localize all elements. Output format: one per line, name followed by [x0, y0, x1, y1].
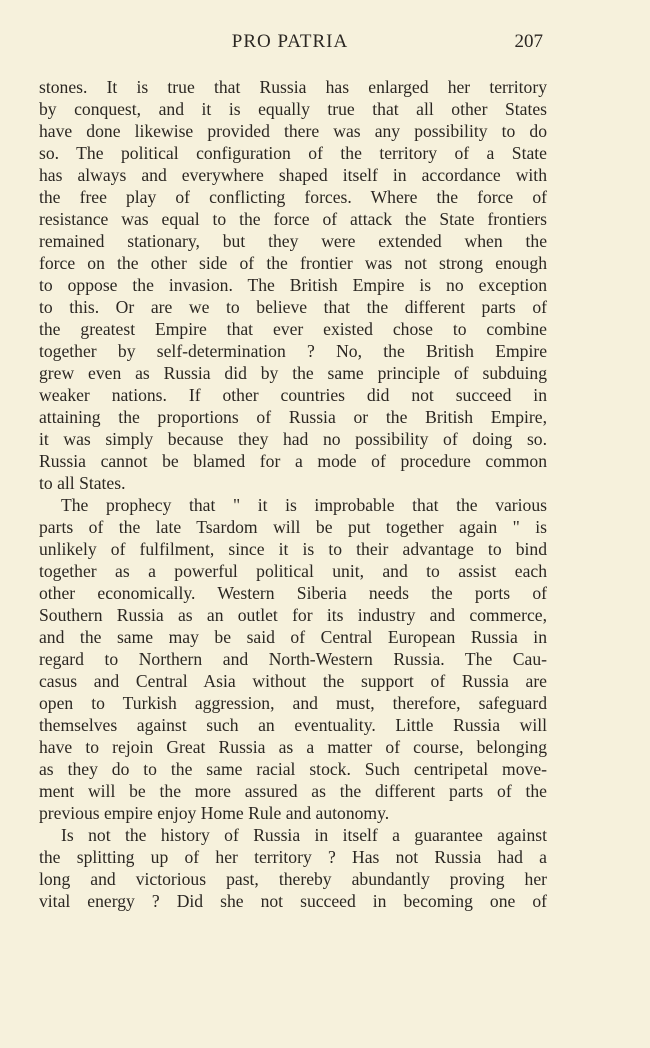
- text-line: by conquest, and it is equally true that all other States: [39, 99, 547, 119]
- text-line: force on the other side of the frontier was not strong enough: [39, 253, 547, 273]
- text-line: to this. Or are we to believe that the different parts of: [39, 297, 547, 317]
- text-line: so. The political configuration of the territory of a State: [39, 143, 547, 163]
- text-line: together by self-determination ? No, the British Empire: [39, 341, 547, 361]
- text-line: open to Turkish aggression, and must, therefore, safeguard: [39, 693, 547, 713]
- text-line: to all States.: [39, 473, 126, 493]
- text-line: it was simply because they had no possibility of doing so.: [39, 429, 547, 449]
- text-line: regard to Northern and North-Western Russia. The Cau-: [39, 649, 547, 669]
- text-line: grew even as Russia did by the same principle of subduing: [39, 363, 547, 383]
- text-line: vital energy ? Did she not succeed in becoming one of: [39, 891, 547, 911]
- text-line: parts of the late Tsardom will be put together again " is: [39, 517, 547, 537]
- text-line: resistance was equal to the force of attack the State frontiers: [39, 209, 547, 229]
- text-line: stones. It is true that Russia has enlarged her territory: [39, 77, 547, 97]
- text-line: as they do to the same racial stock. Such centripetal move-: [39, 759, 547, 779]
- text-line: casus and Central Asia without the support of Russia are: [39, 671, 547, 691]
- text-line: themselves against such an eventuality. Little Russia will: [39, 715, 547, 735]
- body-text: [39, 76, 547, 912]
- text-line: Is not the history of Russia in itself a guarantee against: [61, 825, 547, 845]
- text-line: unlikely of fulfilment, since it is to their advantage to bind: [39, 539, 547, 559]
- text-line: ment will be the more assured as the different parts of the: [39, 781, 547, 801]
- text-line: has always and everywhere shaped itself in accordance with: [39, 165, 547, 185]
- text-line: weaker nations. If other countries did not succeed in: [39, 385, 547, 405]
- text-line: the greatest Empire that ever existed chose to combine: [39, 319, 547, 339]
- text-line: Russia cannot be blamed for a mode of procedure common: [39, 451, 547, 471]
- text-line: and the same may be said of Central European Russia in: [39, 627, 547, 647]
- text-line: together as a powerful political unit, and to assist each: [39, 561, 547, 581]
- text-line: remained stationary, but they were extended when the: [39, 231, 547, 251]
- text-line: Southern Russia as an outlet for its industry and commerce,: [39, 605, 547, 625]
- text-line: to oppose the invasion. The British Empire is no exception: [39, 275, 547, 295]
- text-line: have done likewise provided there was any possibility to do: [39, 121, 547, 141]
- text-line: The prophecy that " it is improbable that the various: [61, 495, 547, 515]
- text-line: previous empire enjoy Home Rule and autonomy.: [39, 803, 390, 823]
- text-line: other economically. Western Siberia needs the ports of: [39, 583, 547, 603]
- text-line: the splitting up of her territory ? Has not Russia had a: [39, 847, 547, 867]
- text-line: have to rejoin Great Russia as a matter of course, belonging: [39, 737, 547, 757]
- running-head: [0, 31, 650, 57]
- text-line: the free play of conflicting forces. Where the force of: [39, 187, 547, 207]
- page-number: 207: [514, 31, 543, 52]
- running-title: PRO PATRIA: [231, 31, 349, 52]
- text-line: attaining the proportions of Russia or the British Empire,: [39, 407, 547, 427]
- text-line: long and victorious past, thereby abundantly proving her: [39, 869, 547, 889]
